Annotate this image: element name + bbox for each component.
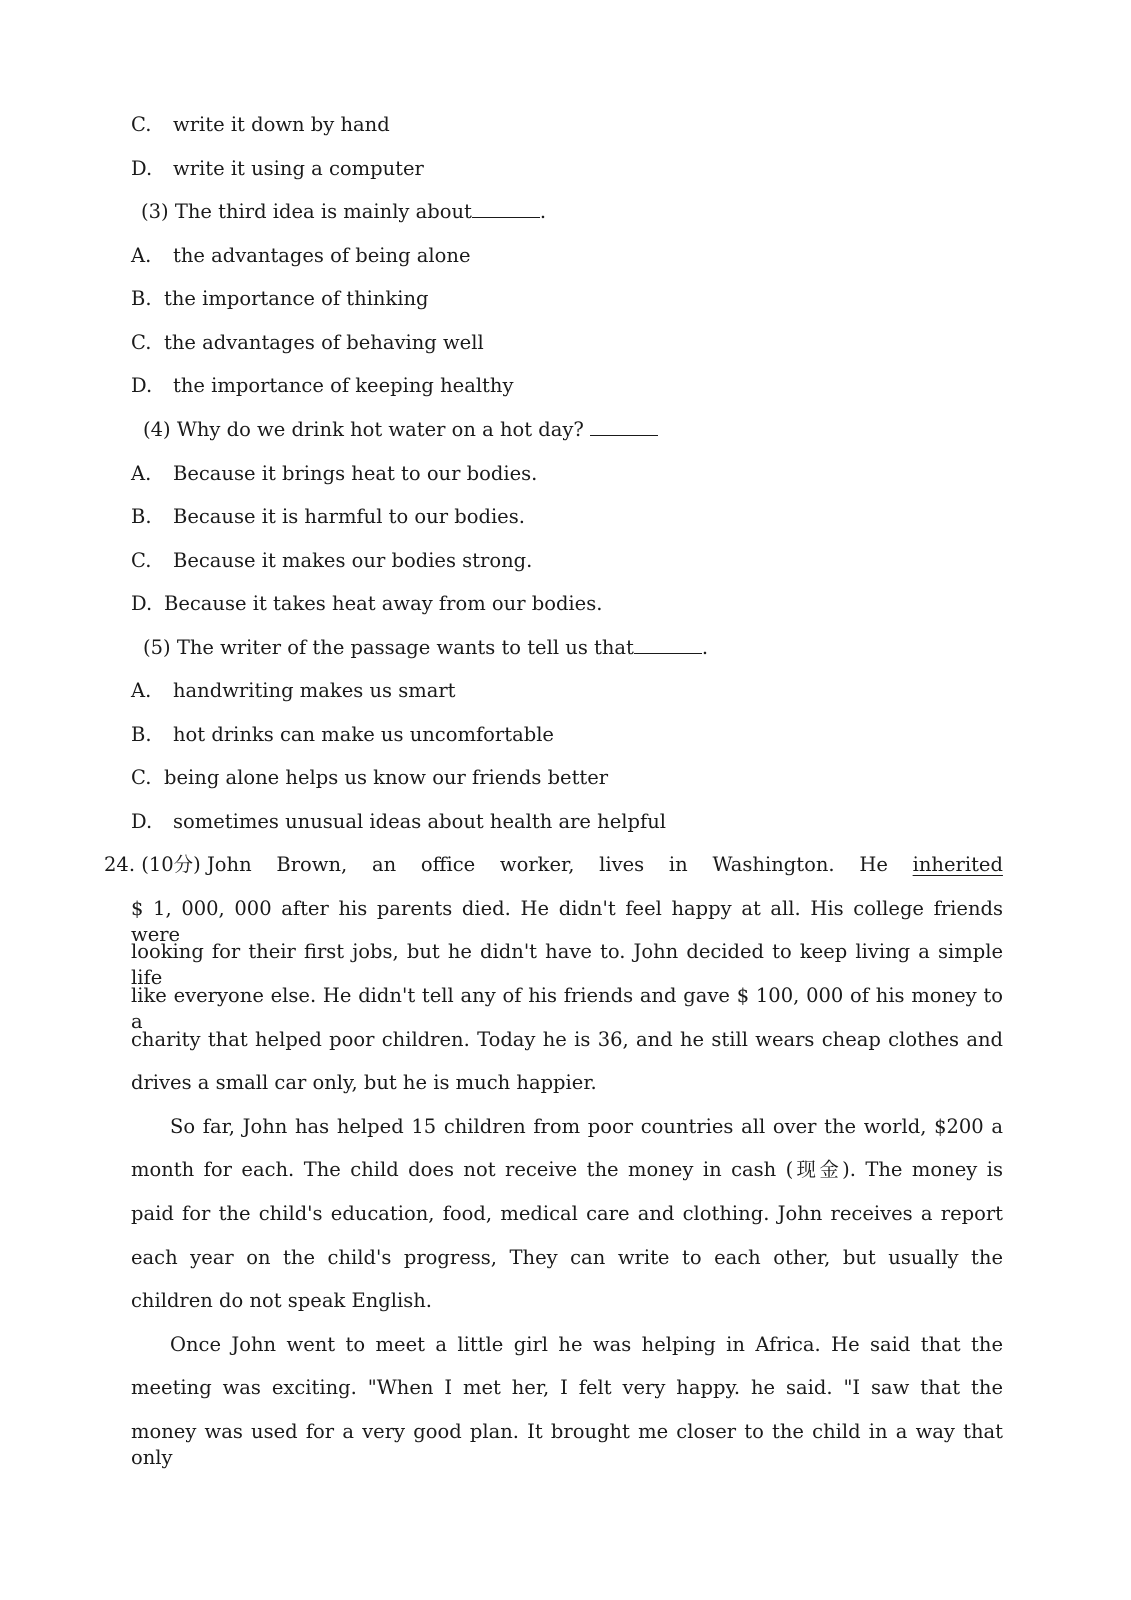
option-letter: A. [131,244,152,267]
option-text: write it down by hand [173,113,390,136]
word: He [859,853,888,876]
option-text: being alone helps us know our friends better [164,766,609,789]
q24-p3-line-3 [131,1419,1003,1469]
question-text: (5) The writer of the passage wants to tell us that [143,636,634,659]
q24-p3-line-2 [131,1375,1003,1401]
answer-blank [634,635,702,654]
q2-option-d [131,156,424,182]
q24-number-points [104,852,252,878]
text-line: money was used for a very good plan. It brought me closer to the child in a way that only [131,1420,1003,1469]
option-text: Because it takes heat away from our bodies. [164,592,603,615]
q24-first-line [104,852,1003,878]
option-text: hot drinks can make us uncomfortable [173,723,554,746]
q5-option-b [131,722,554,748]
word: lives [599,853,645,876]
q5-option-c [131,765,608,791]
option-letter: D. [131,157,153,180]
word: an [371,853,397,876]
text-line: meeting was exciting. "When I met her, I felt very happy. he said. "I saw that the [131,1376,1003,1399]
q5-option-d [131,809,666,835]
question-end: . [701,636,709,659]
option-text: write it using a computer [173,157,424,180]
option-letter: A. [131,462,152,485]
option-text: handwriting makes us smart [173,679,456,702]
word: Washington. [712,853,835,876]
text-line: like everyone else. He didn't tell any of his friends and gave $ 100, 000 of his money to a [131,984,1003,1033]
option-text: the importance of thinking [164,287,429,310]
option-text: the advantages of being alone [173,244,471,267]
option-letter: B. [131,287,152,310]
text-line: $ 1, 000, 000 after his parents died. He didn't feel happy at all. His college friends were [131,897,1003,946]
text-line: each year on the child's progress, They can write to each other, but usually the [131,1246,1003,1269]
text-line: looking for their first jobs, but he didn't have to. John decided to keep living a simple life [131,940,1003,989]
underlined-word: inherited [912,853,1003,876]
q4-option-c [131,548,532,574]
option-text: Because it is harmful to our bodies. [173,505,525,528]
q24-p2-line-4 [131,1245,1003,1271]
q4-option-d [131,591,602,617]
question-points: (10分) [141,853,201,876]
option-text: the importance of keeping healthy [173,374,514,397]
option-letter: D. [131,810,153,833]
q3-option-d [131,373,513,399]
answer-blank [472,199,540,218]
answer-blank [590,417,658,436]
q24-p2-line-1 [170,1114,1003,1140]
question-end: . [539,200,547,223]
text-line: So far, John has helped 15 children from poor countries all over the world, $200 a [170,1115,1003,1138]
option-text: Because it brings heat to our bodies. [173,462,538,485]
text-line: month for each. The child does not receive the money in cash (现金). The money is [131,1158,1003,1181]
q4-stem [143,417,658,443]
q4-option-a [131,461,537,487]
word: office [420,853,476,876]
q24-p3-line-1 [170,1332,1003,1358]
word: Brown, [276,853,348,876]
word: in [668,853,688,876]
option-text: Because it makes our bodies strong. [173,549,533,572]
q4-option-b [131,504,525,530]
q24-p1-line-4 [131,1027,1003,1053]
q24-p2-line-3 [131,1201,1003,1227]
word: worker, [499,853,575,876]
q3-option-a [131,243,471,269]
q24-p1-line-3 [131,983,1003,1033]
option-letter: C. [131,331,152,354]
text-line: drives a small car only, but he is much happier. [131,1071,597,1094]
q24-p2-line-2 [131,1157,1003,1183]
option-text: the advantages of behaving well [164,331,484,354]
word: John [206,853,252,876]
option-letter: C. [131,766,152,789]
option-letter: C. [131,549,152,572]
q2-option-c [131,112,390,138]
q24-p1-line-5 [131,1070,1003,1096]
question-text: (3) The third idea is mainly about [141,200,472,223]
option-letter: C. [131,113,152,136]
text-line: charity that helped poor children. Today he is 36, and he still wears cheap clothes and [131,1028,1003,1051]
q5-stem [143,635,708,661]
option-text: sometimes unusual ideas about health are helpful [173,810,666,833]
text-line: Once John went to meet a little girl he was helping in Africa. He said that the [170,1333,1003,1356]
question-text: (4) Why do we drink hot water on a hot day? [143,418,584,441]
q24-p1-line-1 [131,896,1003,946]
option-letter: B. [131,505,152,528]
option-letter: B. [131,723,152,746]
option-letter: A. [131,679,152,702]
option-letter: D. [131,592,153,615]
q3-option-b [131,286,429,312]
q24-p2-line-5 [131,1288,1003,1314]
option-letter: D. [131,374,153,397]
q5-option-a [131,678,456,704]
question-number: 24. [104,853,136,876]
text-line: children do not speak English. [131,1289,432,1312]
text-line: paid for the child's education, food, medical care and clothing. John receives a report [131,1202,1003,1225]
q24-p1-line-2 [131,939,1003,989]
q3-stem [141,199,546,225]
q3-option-c [131,330,484,356]
